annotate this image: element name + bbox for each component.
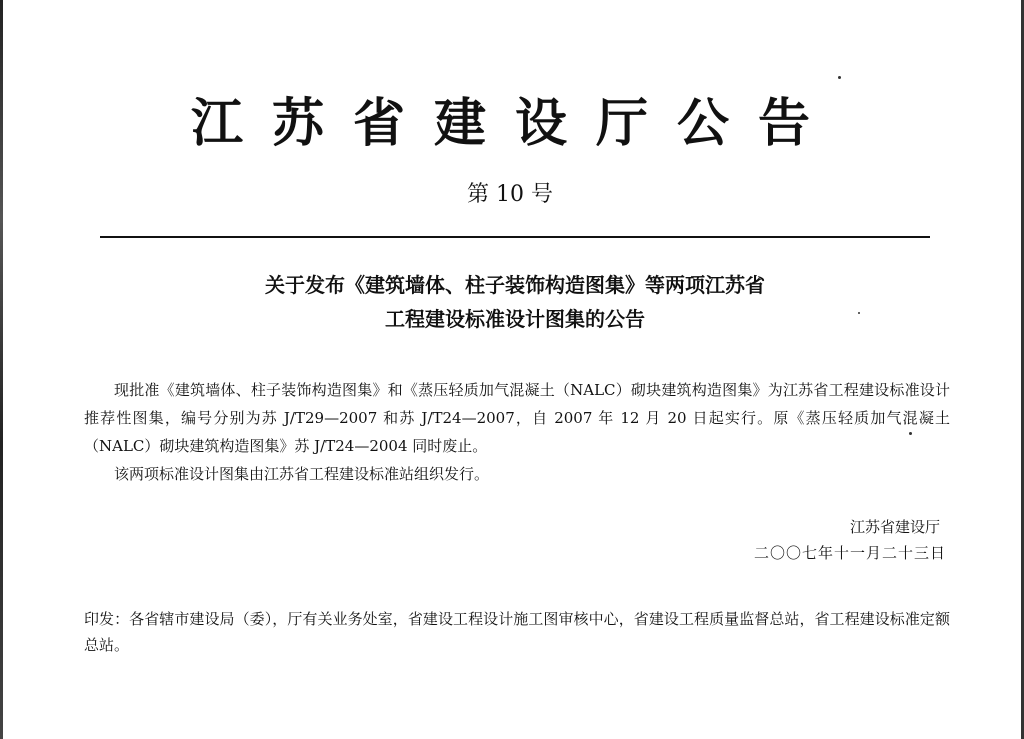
announcement-title: 江苏省建设厅公告 (190, 93, 839, 154)
scan-speck (858, 312, 860, 314)
scan-speck (909, 432, 912, 435)
announcement-body (84, 376, 950, 488)
subject-line-2: 工程建设标准设计图集的公告 (385, 307, 645, 331)
issue-date: 二〇〇七年十一月二十三日 (753, 544, 946, 562)
announcement-subject (150, 268, 880, 336)
header-divider (100, 236, 930, 238)
distribution-list: 印发：各省辖市建设局（委），厅有关业务处室，省建设工程设计施工图审核中心，省建设工程质量监督总站，省工程建设标准定额总站。 (84, 610, 950, 654)
body-paragraph-2: 该两项标准设计图集由江苏省工程建设标准站组织发行。 (114, 465, 490, 483)
scan-speck (838, 76, 841, 79)
subject-line-1: 关于发布《建筑墙体、柱子装饰构造图集》等两项江苏省 (265, 273, 765, 297)
body-paragraph-1: 现批准《建筑墙体、柱子装饰构造图集》和《蒸压轻质加气混凝土（NALC）砌块建筑构造图集》为江苏省工程建设标准设计推荐性图集，编号分别为苏 J/T29—2007 和苏 J/T24—2007，自 2007 年 12 月 20 日起实行。原《蒸压轻质加气混凝土（NALC）砌块建筑构造图集》苏 J/T24—2004 同时废止。 (84, 381, 950, 455)
scan-left-edge (0, 0, 3, 739)
issuer-name: 江苏省建设厅 (849, 518, 940, 536)
issue-number: 第 10 号 (467, 182, 553, 207)
